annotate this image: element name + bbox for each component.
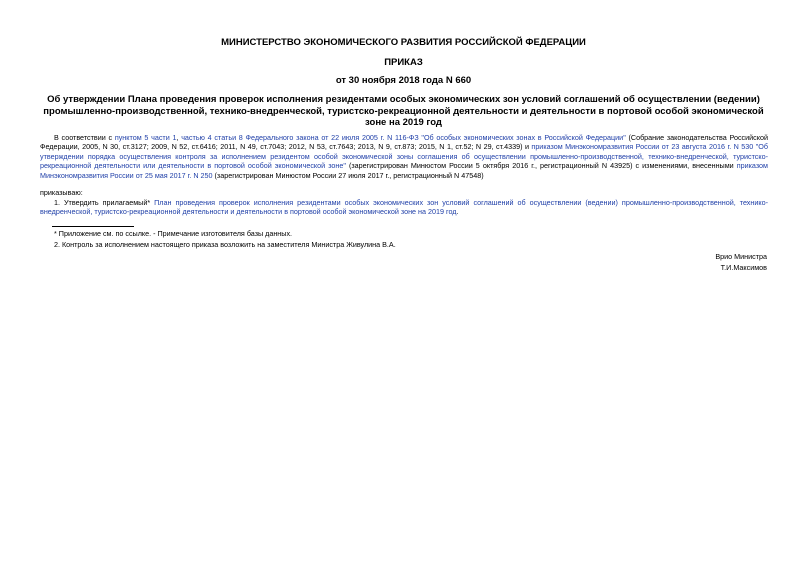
preamble-paragraph [40, 133, 768, 180]
preamble-text-3: (Собрание законодательства Российской Федерации, 2005, N 30, ст.3127; 2009, N 52, ст.6416; 2011, N 49, ст.7043; 2012, N 53, ст.7643; 2013, N 9, ст.873; 2015, N 1, ст.52; N 29, ст.4339) и [40, 133, 769, 152]
item-1-text-2: . [456, 207, 459, 217]
preamble-text-4: (зарегистрирован Минюстом России 5 октября 2016 г., регистрационный N 43925) с изменениями, внесенными [345, 161, 737, 171]
order-word: приказываю: [40, 188, 83, 197]
document-type: ПРИКАЗ [384, 57, 423, 68]
order-250-link[interactable]: приказом Минэкономразвития России от 25 мая 2017 г. N 250 [40, 161, 768, 180]
ministry-heading: МИНИСТЕРСТВО ЭКОНОМИЧЕСКОГО РАЗВИТИЯ РОССИЙСКОЙ ФЕДЕРАЦИИ [221, 37, 586, 48]
item-1-text-1: 1. Утвердить прилагаемый* [54, 198, 155, 207]
signature-name: Т.И.Максимов [720, 263, 767, 272]
law-point-link[interactable]: пунктом 5 части 1 [114, 133, 177, 142]
preamble-text-2: , [176, 133, 182, 142]
plan-link[interactable]: План проведения проверок исполнения резидентами особых экономических зон условий соглашений об осуществлении (ведении) промышленно-производственной, технико-внедренческой, туристско-рекреационной деятельности и деятельности в портовой особой экономической зоне на 2019 год [40, 198, 768, 217]
preamble-text-1: В соответствии с [54, 133, 115, 142]
order-530-link[interactable]: приказом Минэкономразвития России от 23 августа 2016 г. N 530 "Об утверждении порядка осуществления контроля за исполнением резидентом особой экономической зоны соглашения об осуществлении промышленно-производственной, технико-внедренческой, туристско-рекреационной деятельности или деятельности в портовой особой экономической зоне" [40, 142, 769, 171]
signature-position: Врио Министра [715, 252, 767, 261]
document-date-number: от 30 ноября 2018 года N 660 [335, 75, 472, 86]
footnote: * Приложение см. по ссылке. - Примечание изготовителя базы данных. [54, 229, 293, 238]
item-1-paragraph [40, 198, 768, 217]
preamble-text-5: (зарегистрирован Минюстом России 27 июля 2017 г., регистрационный N 47548) [212, 170, 484, 180]
footnote-divider [52, 226, 134, 227]
federal-law-link[interactable]: частью 4 статьи 8 Федерального закона от 22 июля 2005 г. N 116-ФЗ "Об особых экономических зонах в Российской Федерации" [181, 133, 626, 142]
document-subject: Об утверждении Плана проведения проверок исполнения резидентами особых экономических зон условий соглашений об осуществлении (ведении) промышленно-производственной, технико-внедренческой, туристско-рекреационной деятельности и деятельности в портовой особой экономической зоне на 2019 год [43, 94, 764, 128]
item-2-paragraph: 2. Контроль за исполнением настоящего приказа возложить на заместителя Министра Живулина В.А. [54, 240, 396, 249]
